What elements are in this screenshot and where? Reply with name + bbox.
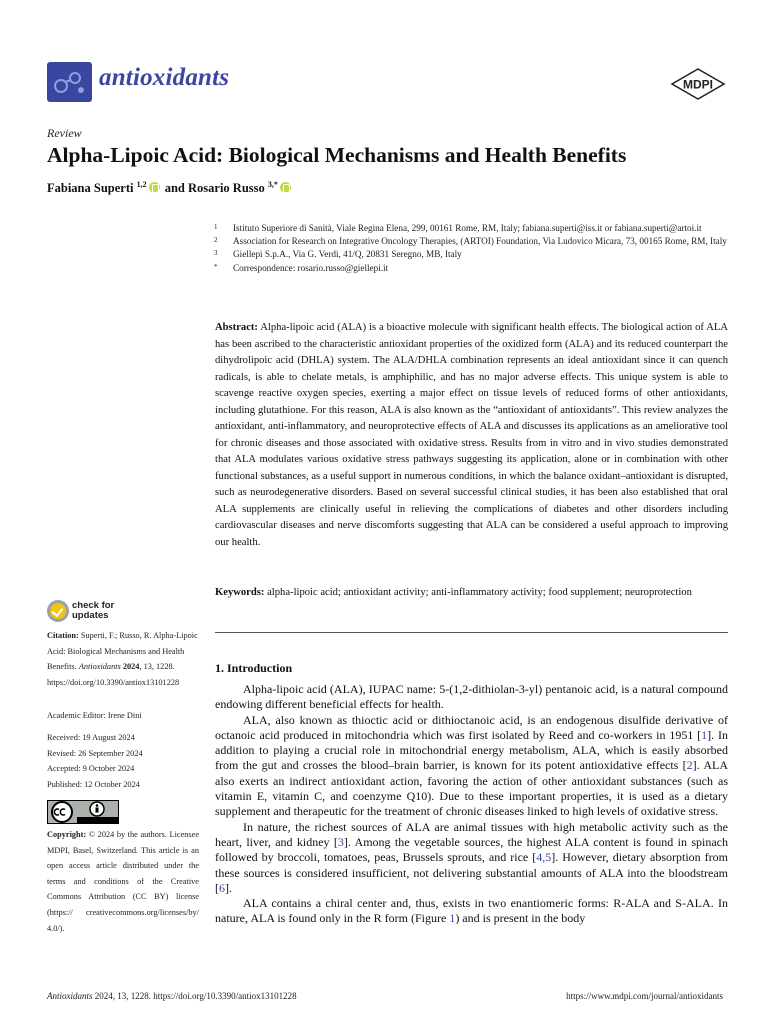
footer-doi[interactable]: 2024, 13, 1228. https://doi.org/10.3390/antiox13101228	[92, 991, 297, 1001]
article-type: Review	[47, 126, 82, 140]
keywords	[215, 585, 728, 602]
received-date: Received: 19 August 2024	[47, 733, 135, 742]
introduction-body	[215, 682, 728, 927]
orcid-icon[interactable]	[149, 182, 160, 193]
copyright-block	[47, 827, 199, 936]
citation-label: Citation:	[47, 631, 79, 640]
author-name[interactable]: Rosario Russo	[188, 181, 265, 196]
cc-by-license-icon[interactable]	[47, 800, 119, 824]
text-run: ) and is present in the body	[455, 911, 586, 926]
citation-doi[interactable]: , 13, 1228. https://doi.org/10.3390/antiox13101228	[47, 662, 180, 687]
author-joiner: and	[164, 181, 185, 196]
text-run: ]. ALA also exerts an indirect antioxidant action, favoring the action of other antioxidant substances (such as vitamin E, vitamin C, and coenzyme Q10). Due to these important properties, it is used as a dietary supplement and therapeutic for the treatment of chronic diseases linked to high levels of oxidative stress.	[215, 758, 728, 819]
text-run: ]. However, dietary absorption from these sources is considered insufficient, not delivering substantial amounts of ALA into the bloodstream [	[215, 850, 728, 895]
accepted-date: Accepted: 9 October 2024	[47, 764, 135, 774]
affiliation-item	[214, 235, 729, 248]
correspondence-text: Correspondence: rosario.russo@giellepi.it	[233, 262, 389, 273]
text-run: ]. In addition to playing a crucial role in mitochondrial energy metabolism, ALA, which is easily absorbed from the gut and crosses the blood–brain barrier, is known for its potent antioxidative effects [	[215, 727, 729, 773]
footer-journal: Antioxidants	[47, 991, 93, 1001]
citation-journal: Antioxidants	[78, 662, 121, 672]
reference-link[interactable]: 6	[219, 880, 225, 895]
journal-name[interactable]: antioxidants	[99, 64, 230, 91]
citation-text: Superti, F.; Russo, R. Alpha-Lipoic Acid: Biological Mechanisms and Health Benefits.	[47, 631, 198, 672]
author-name[interactable]: Fabiana Superti	[47, 181, 134, 196]
check-for-updates-button[interactable]	[47, 600, 137, 626]
author-list	[47, 180, 293, 196]
reference-link[interactable]: 3	[337, 834, 344, 849]
mdpi-logo-text: MDPI	[683, 77, 713, 92]
figure-link[interactable]: 1	[449, 911, 456, 926]
published-date: Published: 12 October 2024	[47, 779, 140, 789]
orcid-icon[interactable]	[280, 182, 291, 193]
journal-header	[47, 60, 727, 108]
affiliation-text: Giellepi S.p.A., Via G. Verdi, 41/Q, 20831 Seregno, MB, Italy	[233, 249, 462, 260]
article-title: Alpha-Lipoic Acid: Biological Mechanisms and Health Benefits	[47, 143, 627, 167]
keywords-text: alpha-lipoic acid; antioxidant activity; anti-inflammatory activity; food supplement; neuroprotection	[267, 587, 692, 598]
publication-dates	[47, 730, 199, 792]
affiliation-number: 2	[214, 236, 218, 245]
academic-editor: Academic Editor: Irene Dini	[47, 711, 142, 720]
affiliation-text: Istituto Superiore di Sanità, Viale Regina Elena, 299, 00161 Rome, RM, Italy; fabiana.superti@iss.it or fabiana.superti@artoi.it	[233, 223, 702, 233]
copyright-label: Copyright:	[47, 830, 87, 839]
paragraph: Alpha-lipoic acid (ALA), IUPAC name: 5-(1,2-dithiolan-3-yl) pentanoic acid, is a natural compound endowing different beneficial effects for health.	[215, 682, 728, 712]
citation-year: 2024	[122, 662, 140, 672]
mdpi-logo-icon[interactable]	[669, 68, 727, 100]
author-affiliation-ref: 3,*	[267, 180, 278, 189]
footer-citation	[47, 991, 297, 1001]
text-run: In nature, the richest sources of ALA are animal tissues with high metabolic activity such as the heart, liver, and kidney [	[215, 819, 728, 849]
abstract-label: Abstract:	[215, 322, 258, 333]
text-run: ].	[225, 880, 232, 895]
check-updates-icon	[47, 600, 69, 622]
paragraph	[215, 896, 728, 927]
affiliation-item	[214, 262, 729, 275]
paragraph	[215, 820, 728, 896]
abstract	[215, 320, 728, 551]
reference-link[interactable]: 4,5	[536, 850, 552, 865]
affiliation-item	[214, 248, 729, 261]
citation-block	[47, 628, 199, 690]
footer-journal-url[interactable]: https://www.mdpi.com/journal/antioxidants	[566, 991, 723, 1001]
check-updates-label	[72, 601, 114, 621]
paragraph	[215, 713, 728, 820]
revised-date: Revised: 26 September 2024	[47, 748, 143, 758]
text-run: ]. Among the vegetable sources, the highest ALA content is found in spinach followed by broccoli, tomatoes, peas, Brussels sprouts, and rice [	[215, 834, 728, 865]
section-heading: 1. Introduction	[215, 661, 293, 675]
keywords-label: Keywords:	[215, 587, 265, 598]
check-updates-line2: updates	[72, 610, 109, 621]
affiliation-text: Association for Research on Integrative Oncology Therapies, (ARTOI) Foundation, Via Ludovico Micara, 73, 00165 Rome, RM, Italy	[233, 236, 727, 247]
copyright-text: © 2024 by the authors. Licensee MDPI, Basel, Switzerland. This article is an open access article distributed under the terms and conditions of the Creative Commons Attribution (CC BY) license (https:// creativecommons.org/licenses/by/ 4.0/).	[47, 830, 200, 933]
affiliation-number: *	[214, 262, 218, 271]
author-affiliation-ref: 1,2	[136, 180, 147, 189]
affiliation-item	[214, 222, 729, 235]
text-run: ALA contains a chiral center and, thus, exists in two enantiomeric forms: R-ALA and S-ALA. In nature, ALA is found only in the R form (Figure	[215, 896, 728, 926]
check-updates-line1: check for	[72, 600, 115, 611]
reference-link[interactable]: 2	[686, 758, 693, 773]
text-run: ALA, also known as thioctic acid or dithioctanoic acid, is an endogenous disulfide derivative of octanoic acid produced in mitochondria which was first isolated by Reed and co-workers in 1951 [	[215, 712, 728, 742]
reference-link[interactable]: 1	[701, 727, 708, 742]
journal-logo-icon	[47, 62, 92, 102]
affiliations	[214, 222, 729, 275]
abstract-text: Alpha-lipoic acid (ALA) is a bioactive molecule with significant health effects. The biological action of ALA has been ascribed to the characteristic antioxidant properties of the oxidized form (ALA) and its reduced counterpart the dihydrolipoic acid (DHLA) system. The ALA/DHLA combination represents an ideal antioxidant since it can quench radicals, is able to chelate metals, is amphiphilic, and has no major adverse effects. This unique system is able to scavenge reactive oxygen species, exerting a major effect on tissue levels of reduced forms of other antioxidants, including glutathione. For this reason, ALA is also known as the “antioxidant of antioxidants”. This review analyzes the antioxidant, anti-inflammatory, and neuroprotective effects of ALA and discusses its applications as an ameliorative tool for chronic diseases and those associated with oxidative stress. Results from in vitro and in vivo studies demonstrated that ALA modulates various oxidative stress pathways suggesting its application, alone or in combination with other functional substances, as a useful support in numerous conditions, in which the balance oxidant–antioxidant is disrupted, such as neurodegenerative disorders. Based on several successful clinical studies, it has been also established that oral ALA supplements are clinically useful in relieving the complications of diabetes and other disorders including cardiovascular diseases and nerve discomforts suggesting that ALA can be considered a useful approach to improving our health.	[215, 322, 728, 548]
divider	[215, 632, 728, 633]
affiliation-number: 3	[214, 249, 218, 258]
affiliation-number: 1	[214, 223, 218, 231]
